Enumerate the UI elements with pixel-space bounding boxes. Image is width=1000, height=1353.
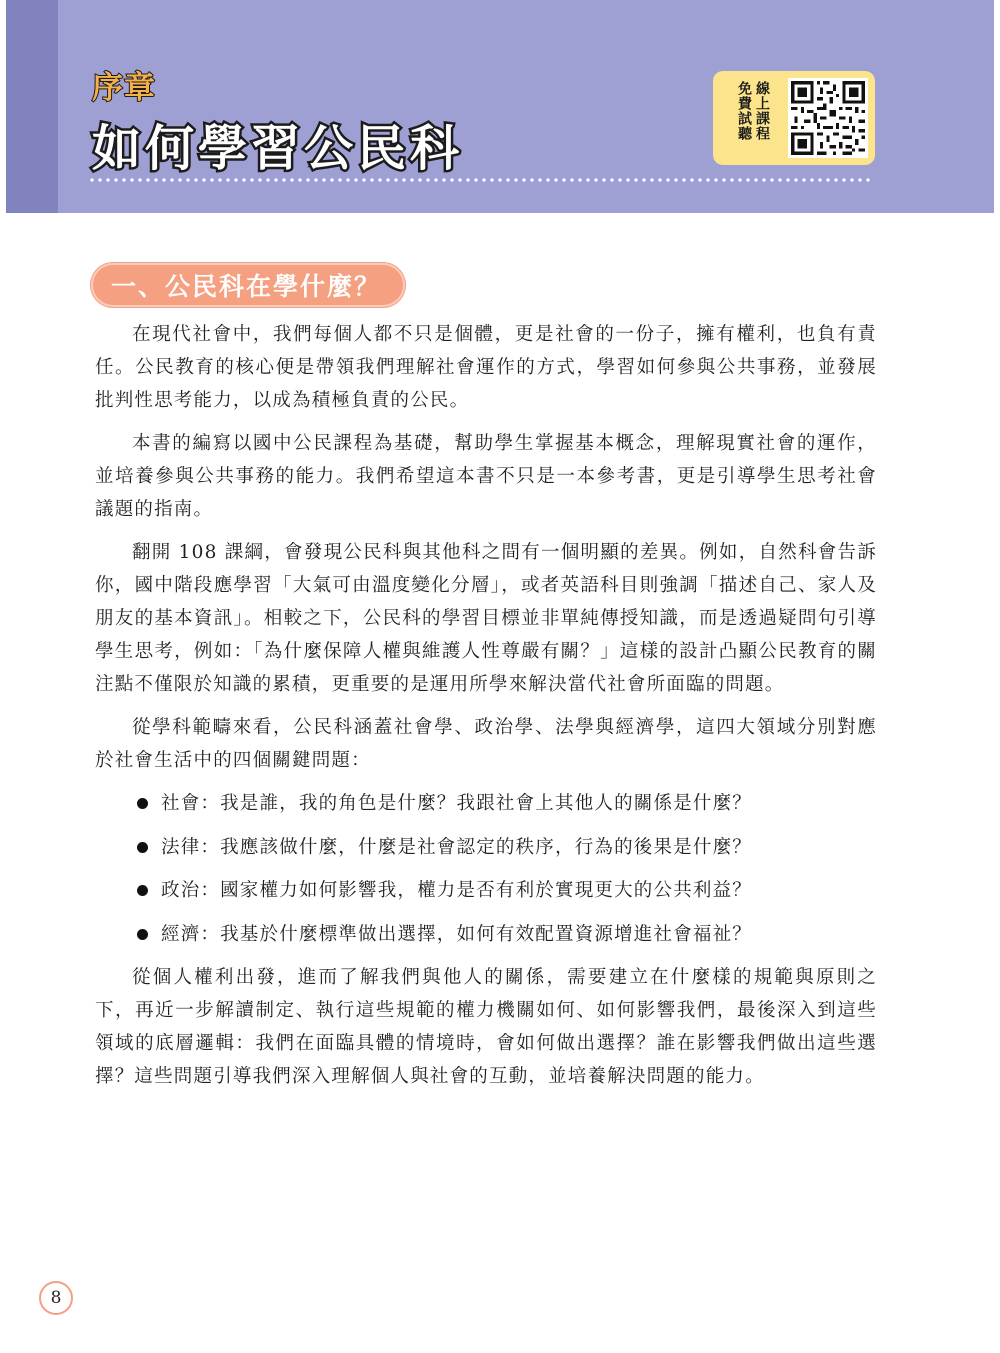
chapter-kicker: 序章 <box>92 70 156 106</box>
list-item: 經濟：我基於什麼標準做出選擇，如何有效配置資源增進社會福祉？ <box>95 918 877 951</box>
paragraph: 本書的編寫以國中公民課程為基礎，幫助學生掌握基本概念，理解現實社會的運作，並培養參與公共事務的能力。我們希望這本書不只是一本參考書，更是引導學生思考社會議題的指南。 <box>95 433 877 520</box>
header-side-strip <box>6 0 58 213</box>
list-item: 政治：國家權力如何影響我，權力是否有利於實現更大的公共利益？ <box>95 874 877 907</box>
list-item: 法律：我應該做什麼，什麼是社會認定的秩序，行為的後果是什麼？ <box>95 831 877 864</box>
bullet-icon <box>137 798 148 809</box>
qr-label: 線上課程免費試聽 <box>736 81 770 141</box>
bullet-icon <box>137 929 148 940</box>
section-heading <box>91 263 405 307</box>
paragraph: 翻開 108 課綱，會發現公民科與其他科之間有一個明顯的差異。例如，自然科會告訴你，國中階段應學習「大氣可由溫度變化分層」，或者英語科目則強調「描述自己、家人及朋友的基本資訊」。相較之下，公民科的學習目標並非單純傳授知識，而是透過疑問句引導學生思考，例如：「為什麼保障人權與維護人性尊嚴有關？」這樣的設計凸顯公民教育的關注點不僅限於知識的累積，更重要的是運用所學來解決當代社會所面臨的問題。 <box>95 542 877 695</box>
bullet-icon <box>137 842 148 853</box>
free-trial-qr-panel[interactable] <box>713 71 875 165</box>
section-heading-text: 一、公民科在學什麼？ <box>111 272 382 301</box>
bullet-icon <box>137 885 148 896</box>
list-item: 社會：我是誰，我的角色是什麼？我跟社會上其他人的關係是什麼？ <box>95 787 877 820</box>
closing-paragraph: 從個人權利出發，進而了解我們與他人的關係，需要建立在什麼樣的規範與原則之下，再近一步解讀制定、執行這些規範的權力機關如何、如何影響我們，最後深入到這些領域的底層邏輯：我們在面臨具體的情境時，會如何做出選擇？誰在影響我們做出這些選擇？這些問題引導我們深入理解個人與社會的互動，並培養解決問題的能力。 <box>95 967 877 1087</box>
paragraph: 在現代社會中，我們每個人都不只是個體，更是社會的一份子，擁有權利，也負有責任。公民教育的核心便是帶領我們理解社會運作的方式，學習如何參與公共事務，並發展批判性思考能力，以成為積極負責的公民。 <box>95 324 877 411</box>
qr-code-icon[interactable] <box>788 78 868 158</box>
page-number: 8 <box>39 1281 73 1315</box>
key-questions-list <box>95 787 877 951</box>
header-divider <box>88 178 874 182</box>
paragraph: 從學科範疇來看，公民科涵蓋社會學、政治學、法學與經濟學，這四大領域分別對應於社會生活中的四個關鍵問題： <box>95 717 877 771</box>
page-title: 如何學習公民科 <box>92 120 464 177</box>
body-content <box>95 318 877 1103</box>
